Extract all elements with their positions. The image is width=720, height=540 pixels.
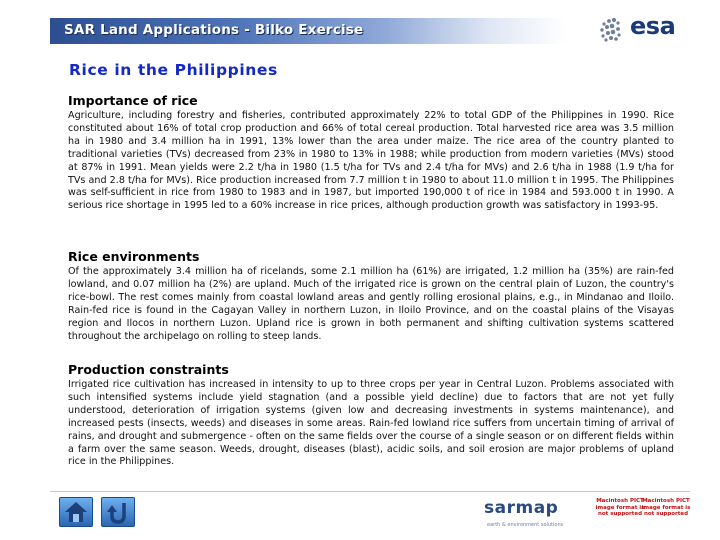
back-button[interactable] (101, 497, 135, 527)
esa-globe-icon (598, 14, 632, 48)
section-body: Of the approximately 3.4 million ha of ricelands, some 2.1 million ha (61%) are irrigated, 1.2 million ha (35%) are rain-fed lowland, and 0.07 million ha (2%) are upland. Much of the irrigated rice is grown on the central plain of Luzon, the country's rice-bowl. The rest comes mainly from coastal lowland areas and gently rolling erosional plains, e.g., in Mindanao and Iloilo. Rain-fed rice is found in the Cagayan Valley in northern Luzon, in Iloilo Province, and on the coastal plains of the Visayas region and Ilocos in northern Luzon. Upland rice is grown in both permanent and shifting cultivation systems scattered throughout the archipelago on rolling to steep lands. (68, 266, 674, 342)
section-constraints (68, 362, 674, 469)
section-body: Irrigated rice cultivation has increased in intensity to up to three crops per year in Central Luzon. Problems associated with such intensified systems include yield stagnation (and a possible yield decline) due to factors that are not yet fully understood, deterioration of irrigation systems (given low and decreasing investments in systems maintenance), and increased pests (insects, weeds) and diseases in some areas. Rain-fed lowland rice suffers from uncertain timing of arrival of rains, and drought and submergence - often on the same fields over the course of a single season or on different fields within a farm over the same season. Weeds, drought, diseases (blast), acidic soils, and soil erosion are major problems of upland rice in the Philippines. (68, 379, 674, 468)
sarmap-logo (484, 498, 576, 532)
esa-logo (598, 14, 678, 48)
section-environments (68, 249, 674, 343)
header-bar (50, 18, 566, 44)
home-button[interactable] (59, 497, 93, 527)
esa-logo-text: esa (630, 12, 676, 40)
section-heading: Production constraints (68, 362, 229, 377)
pict-placeholder-image: Macintosh PICT image format is not supported (641, 498, 691, 517)
home-icon (60, 498, 92, 526)
footer-divider (50, 491, 690, 492)
header-title: SAR Land Applications - Bilko Exercise (64, 22, 364, 38)
page-title: Rice in the Philippines (69, 61, 278, 79)
section-heading: Rice environments (68, 249, 200, 264)
section-body: Agriculture, including forestry and fisheries, contributed approximately 22% to total GDP of the Philippines in 1990. Rice constituted about 16% of total crop production and 66% of total cereal production. Total harvested rice area was 3.5 million ha in 1980 and 3.4 million ha in 1991, 13% lower than the area under maize. The rice area of the country planted to traditional varieties (TVs) decreased from 23% in 1980 to 13% in 1988; while production from modern varieties (MVs) stood at 87% in 1991. Mean yields were 2.2 t/ha in 1980 (1.5 t/ha for TVs and 2.4 t/ha for MVs) and 2.6 t/ha in 1988 (1.9 t/ha for TVs and 2.8 t/ha for MVs). Rice production increased from 7.7 million t in 1980 to about 11.0 million t in 1995. The Philippines was self-sufficient in rice from 1980 to 1983 and in 1987, but imported 190,000 t of rice in 1984 and 593.000 t in 1990. A serious rice shortage in 1995 led to a 60% increase in rice prices, although production growth was satisfactory in 1993-95. (68, 110, 674, 212)
section-heading: Importance of rice (68, 93, 198, 108)
pict-placeholder-image: Macintosh PICT image format is not supported (595, 498, 645, 517)
section-importance (68, 93, 674, 213)
back-arrow-icon (102, 498, 134, 526)
sarmap-tagline: earth & environment solutions (487, 522, 564, 528)
sarmap-logo-text: sarmap (484, 498, 559, 518)
